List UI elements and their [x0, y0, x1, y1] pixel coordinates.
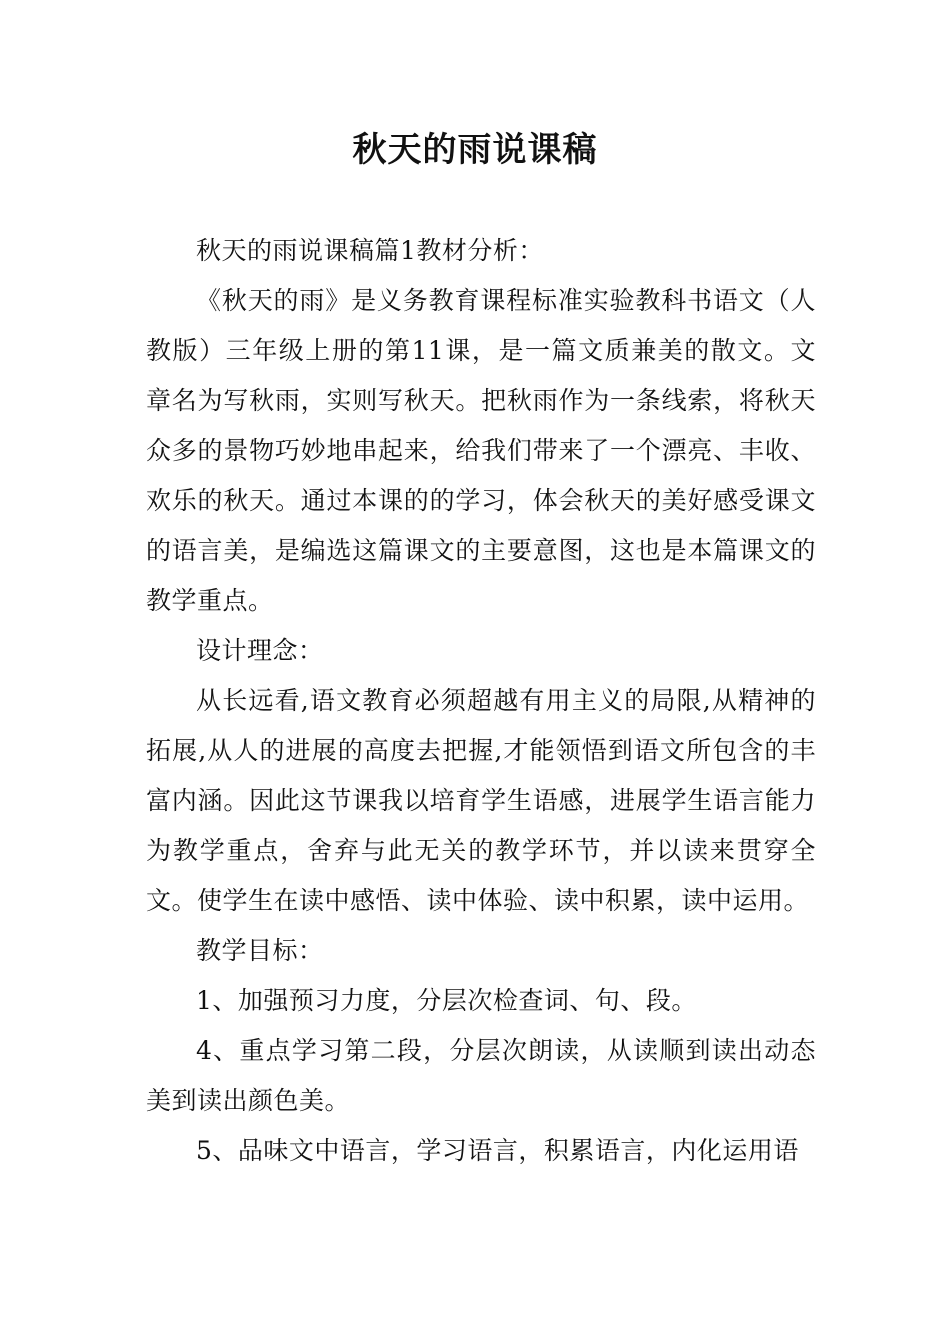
paragraph-teaching-goals-heading: 教学目标： [196, 936, 324, 965]
paragraph-design-concept: 从长远看,语文教育必须超越有用主义的局限,从精神的拓展,从人的进展的高度去把握,才能领悟到语文所包含的丰富内涵。因此这节课我以培育学生语感，进展学生语言能力为教学重点，舍弃与此无关的教学环节，并以读来贯穿全文。使学生在读中感悟、读中体验、读中积累，读中运用。 [146, 686, 816, 915]
paragraph-textbook-analysis: 《秋天的雨》是义务教育课程标准实验教科书语文（人教版）三年级上册的第11课，是一篇文质兼美的散文。文章名为写秋雨，实则写秋天。把秋雨作为一条线索，将秋天众多的景物巧妙地串起来，给我们带来了一个漂亮、丰收、欢乐的秋天。通过本课的的学习，体会秋天的美好感受课文的语言美，是编选这篇课文的主要意图，这也是本篇课文的教学重点。 [146, 286, 816, 615]
paragraph-design-concept-heading: 设计理念： [196, 636, 324, 665]
document-body [146, 226, 816, 1176]
paragraph-section-heading: 秋天的雨说课稿篇1教材分析： [196, 236, 544, 265]
document-title: 秋天的雨说课稿 [352, 130, 598, 170]
paragraph-goal-1: 1、加强预习力度，分层次检查词、句、段。 [196, 986, 697, 1015]
paragraph-goal-5: 5、品味文中语言，学习语言，积累语言，内化运用语 [196, 1136, 799, 1165]
paragraph-goal-4: 4、重点学习第二段，分层次朗读，从读顺到读出动态美到读出颜色美。 [146, 1036, 816, 1115]
